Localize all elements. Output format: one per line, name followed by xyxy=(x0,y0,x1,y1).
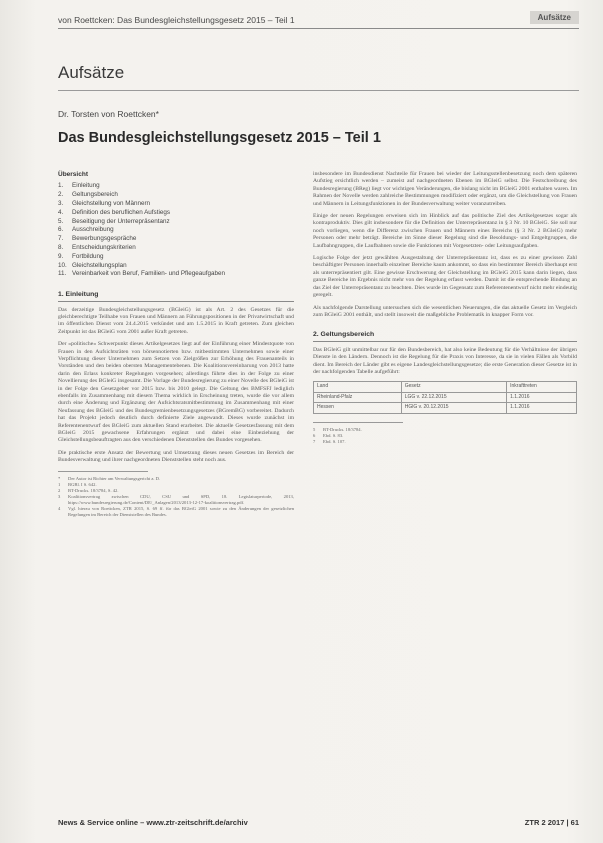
footnote: 5 BT-Drucks. 18/3784. xyxy=(313,426,362,432)
archive-url: News & Service online – www.ztr-zeitschrift.de/archiv xyxy=(58,818,248,827)
toc-item: 11. Vereinbarkeit von Beruf, Familien- und Pflegeaufgaben xyxy=(58,270,225,278)
laws-table xyxy=(313,381,577,413)
section-2-heading: 2. Geltungsbereich xyxy=(313,331,577,341)
toc-item: 6. Ausschreibung xyxy=(58,226,114,234)
body-paragraph: Logische Folge der jetzt gewählten Ausgestaltung der Unterrepräsentanz ist, dass es zu einer gewissen Zahl beschäftigter Personen innerhalb einzelner Bereiche kaum ankommt, so dass ein bestimmter Bereich überhaupt erst als unterrepräsentiert gilt. Eine gewisse Erschwerung der Gleichstellung im BGleiG 2015 kann darin liegen, dass ganze Bereiche im Ergebnis nicht mehr von der Regelung erfasst werden. Damit ist die entsprechende Bindung an das Ziel der Unterrepräsentanz zu beachten. Dies wurde im Gegensatz zum Referentenentwurf nicht mehr eindeutig geregelt. xyxy=(313,255,577,299)
body-paragraph: insbesondere im Bundesdienst Nachteile für Frauen bei wieder der Leitungsstellenbesetzung noch dem späteren Aufstieg ersichtlich werden – zumeist auf nachgeordneten Ebenen im BGleiG selbst. Die Festschreibung des Bundesregierung (BReg) liegt vor wichtigen Veränderungen, die bislang nicht im BGleiG 2001 enthalten waren. Im Rahmen der Novelle werden zahlreiche Bestimmungen modifiziert oder ergänzt, um die Gleichstellung von Frauen und Männern in Leitungsfunktionen in der Bundesverwaltung weiter voranzutreiben. xyxy=(313,171,577,207)
right-column xyxy=(313,171,577,445)
page-number: ZTR 2 2017 | 61 xyxy=(524,818,579,827)
body-paragraph: Das BGleiG gilt unmittelbar nur für den Bundesbereich, hat also keine Bedeutung für die Verhältnisse der übrigen Dienste in den Ländern. Dennoch ist die Regelung für die Praxis von Interesse, da sie in vielen Fällen als Vorbild dient. Im Bereich der Länder gibt es eigene Landesgleichstellungsgesetze; die erste Generation dieser Gesetze ist in der nachfolgenden Tabelle aufgeführt: xyxy=(313,346,577,375)
table-row xyxy=(314,392,577,402)
table-cell: Rheinland-Pfalz xyxy=(314,392,402,402)
toc-title: Übersicht xyxy=(58,171,88,178)
toc-item: 4. Definition des beruflichen Aufstiegs xyxy=(58,208,171,216)
author-line: Dr. Torsten von Roettcken* xyxy=(58,109,159,119)
section-heading: Aufsätze xyxy=(58,63,125,82)
toc-item: 9. Fortbildung xyxy=(58,252,104,260)
body-paragraph: Die praktische erste Ansatz der Bewertung und Umsetzung dieses neuen Gesetzes im Bereich der Bundesverwaltung und ihrer nachgeordneten Dienststellen steht noch aus. xyxy=(58,449,294,464)
toc-list xyxy=(58,182,294,279)
footnote: * Der Autor ist Richter am Verwaltungsgericht a. D. xyxy=(58,475,161,481)
table-cell: LGG v. 22.12.2015 xyxy=(401,392,506,402)
toc-item: 5. Beseitigung der Unterrepräsentanz xyxy=(58,217,170,225)
table-cell: HGlG v. 20.12.2015 xyxy=(401,403,506,413)
table-header-cell: Gesetz xyxy=(401,382,506,392)
footnote: 2 BT-Drucks. 18/3784, S. 42. xyxy=(58,487,119,493)
running-header xyxy=(58,14,579,29)
toc-item: 7. Bewerbungsgespräche xyxy=(58,235,137,243)
footnote: 7 Ebd. S. 107. xyxy=(313,438,346,444)
table-cell: 1.1.2016 xyxy=(507,403,577,413)
footnote: 1 BGBl. I S. 642. xyxy=(58,481,97,487)
table-header-cell: Land xyxy=(314,382,402,392)
toc-item: 1. Einleitung xyxy=(58,182,100,190)
table-header-row xyxy=(314,382,577,392)
body-paragraph: Einige der neuen Regelungen erweisen sich im Hinblick auf das politische Ziel des Artikelgesetzes sogar als kontraproduktiv. Dies gilt insbesondere für die Definition der Unterrepräsentanz in § 3 Nr. 10 BGleiG. Sie soll nur noch vorliegen, wenn die Differenz zwischen Frauen und Männern eines Bereichs (§ 3 Nr. 2 BGleiG) mehr Personen oder mehr beträgt. Bereiche im Sinne dieser Regelung sind die Besoldungs- und Entgeltgruppen, die Laufbahngruppen, die Laufbahnen sowie die Funktionen mit Vorgesetzten- oder Leitungsaufgaben. xyxy=(313,213,577,249)
body-paragraph: Als nachfolgende Darstellung untersuchen sich die wesentlichen Neuerungen, die das aktuelle Gesetz im Vergleich zum BGleiG 2001 enthält, und stellt insoweit die maßgebliche Problematik in knapper Form vor. xyxy=(313,304,577,318)
footnote: 4 Vgl. hierzu von Roettcken, ZTR 2015, S. 69 ff. für das BGleiG 2001 sowie zu den Änderungen der gesetzlichen Regelungen im Bereich der Dienststellen des Bundes. xyxy=(58,505,294,517)
footnote-divider xyxy=(313,422,403,423)
left-column xyxy=(58,171,294,518)
footnote-divider xyxy=(58,471,148,472)
heading-divider xyxy=(58,90,579,91)
table-cell: Hessen xyxy=(314,403,402,413)
toc-item: 10. Gleichstellungsplan xyxy=(58,261,127,269)
section-tab: Aufsätze xyxy=(530,11,579,24)
footnote: 3 Koalitionsvertrag zwischen CDU, CSU und SPD, 18. Legislaturperiode, 2013, https://www.bundesregierung.de/Content/DE/_Anlagen/2013/2013-12-17-koalitionsvertrag.pdf. xyxy=(58,493,294,505)
article-title: Das Bundesgleichstellungsgesetz 2015 – Teil 1 xyxy=(58,130,381,146)
toc-item: 2. Geltungsbereich xyxy=(58,191,118,199)
toc-item: 3. Gleichstellung von Männern xyxy=(58,200,151,207)
section-1-heading: 1. Einleitung xyxy=(58,291,294,301)
footnote: 6 Ebd. S. 83. xyxy=(313,432,344,438)
toc-item: 8. Entscheidungskriterien xyxy=(58,243,136,251)
running-title: von Roettcken: Das Bundesgleichstellungsgesetz 2015 – Teil 1 xyxy=(58,15,295,25)
table-cell: 1.1.2016 xyxy=(507,392,577,402)
body-paragraph: Der »politische« Schwerpunkt dieses Artikelgesetzes liegt auf der Einführung einer Mindestquote von Frauen in den Aufsichtsräten von börsennotierten bzw. mitbestimmten Unternehmen sowie einer Verpflichtung dieser Unternehmen zum Setzen von Zielgrößen zur Erhöhung des Frauenanteils in Vorständen und den beiden obersten Managementebenen. Die Koalitionsvereinbarung von 2013 hatte darin den Erlass konkreter Regelungen vorgesehen; allerdings führte dies in der Folge zu einer Novellierung des BGleiG insgesamt. Die Vorlage der Bundesregierung zu einer Novelle des BGleiG ist in der Folge den Gesetzgeber vor 2015 bzw. bis 2010 gelegt. Die Geltung des BMFSFJ lediglich ebenfalls im Zusammenhang mit diesem Thema wirklich in Erscheinung treten, wurde die vor allem durch eine Änderung und Ergänzung der Aufsichtsratsmitbestimmung im Zusammenhang mit einer Neufassung des BGleiG und des Bundesgremienbesetzungsgesetzes (BGremBG) vorbereitet. Dadurch hat das Projekt jedoch deutlich durch definierte Ziele angewandt. Dieses wurde zunächst im Referentenentwurf des BGleiG zum aktuellen Stand erarbeitet. Die aktuelle Gesetzesfassung mit dem BGleiG 2015 gewachsene Erfahrungen ergänzt und dabei eine Einbeziehung der Gleichstellungsbeauftragten aus den verschiedenen Dienststellen des Bundes vorgesehen. xyxy=(58,341,294,444)
body-paragraph: Das derzeitige Bundesgleichstellungsgesetz (BGleiG) ist als Art. 2 des Gesetzes für die gleichberechtigte Teilhabe von Frauen und Männern an Führungspositionen in der Privatwirtschaft und im öffentlichen Dienst vom 24.4.2015 verkündet und am 1.5.2015 in Kraft getreten. Zum gleichen Zeitpunkt ist das BGleiG vom 2001 außer Kraft getreten. xyxy=(58,306,294,335)
table-header-cell: Inkrafttreten xyxy=(507,382,577,392)
table-row xyxy=(314,403,577,413)
